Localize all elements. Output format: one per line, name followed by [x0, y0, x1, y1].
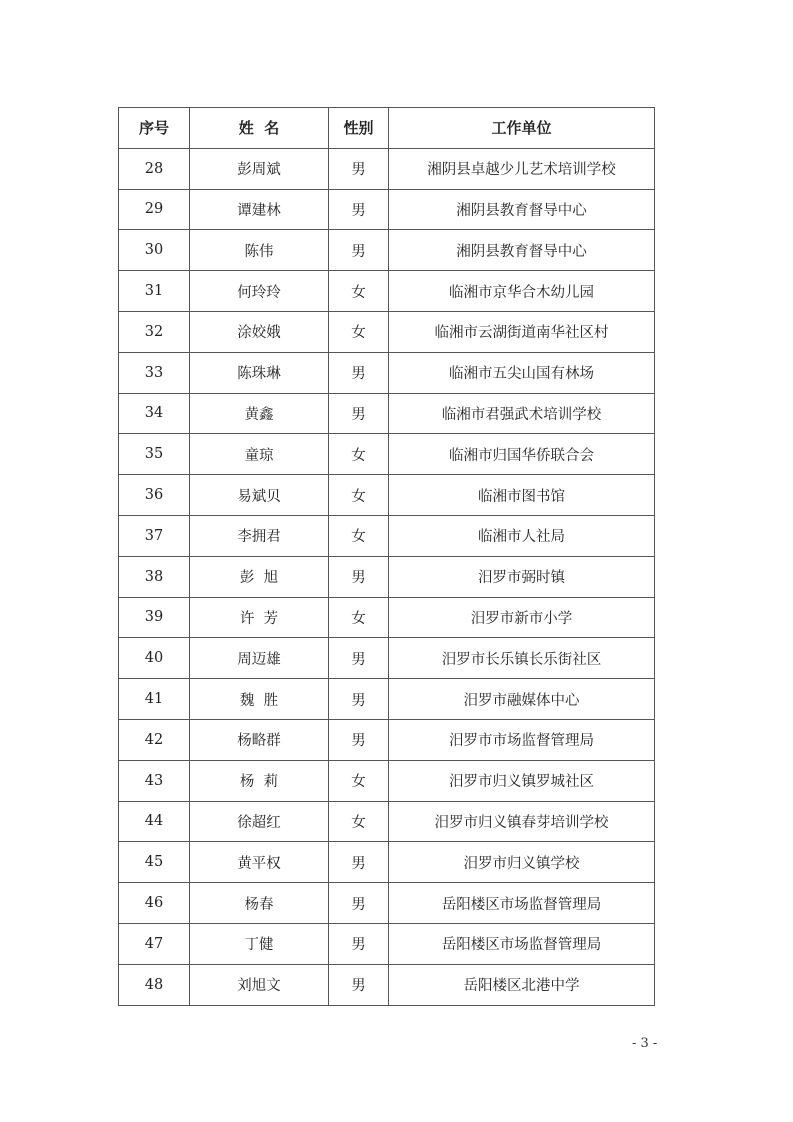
- table-row: [119, 311, 655, 352]
- cell-name: 易斌贝: [190, 475, 329, 516]
- cell-no: 29: [119, 189, 190, 230]
- table-row: [119, 638, 655, 679]
- cell-name: 许 芳: [190, 597, 329, 638]
- cell-no: 44: [119, 801, 190, 842]
- cell-name: 童琼: [190, 434, 329, 475]
- cell-name: 彭周斌: [190, 148, 329, 189]
- cell-name: 陈伟: [190, 230, 329, 271]
- cell-no: 48: [119, 964, 190, 1005]
- table-row: [119, 883, 655, 924]
- table-row: [119, 393, 655, 434]
- cell-no: 45: [119, 842, 190, 883]
- cell-no: 35: [119, 434, 190, 475]
- cell-no: 38: [119, 556, 190, 597]
- cell-gender: 男: [329, 842, 389, 883]
- cell-name: 周迈雄: [190, 638, 329, 679]
- cell-unit: 临湘市君强武术培训学校: [389, 393, 655, 434]
- cell-unit: 临湘市京华合木幼儿园: [389, 271, 655, 312]
- header-no: 序号: [119, 108, 190, 149]
- cell-no: 42: [119, 719, 190, 760]
- cell-gender: 男: [329, 719, 389, 760]
- cell-no: 28: [119, 148, 190, 189]
- table-row: [119, 760, 655, 801]
- table-row: [119, 923, 655, 964]
- table-row: [119, 352, 655, 393]
- table-row: [119, 597, 655, 638]
- cell-name: 魏 胜: [190, 679, 329, 720]
- cell-gender: 男: [329, 883, 389, 924]
- table-row: [119, 801, 655, 842]
- cell-unit: 汨罗市市场监督管理局: [389, 719, 655, 760]
- cell-unit: 临湘市五尖山国有林场: [389, 352, 655, 393]
- cell-gender: 女: [329, 434, 389, 475]
- cell-unit: 岳阳楼区市场监督管理局: [389, 883, 655, 924]
- cell-no: 46: [119, 883, 190, 924]
- table-row: [119, 842, 655, 883]
- cell-gender: 女: [329, 271, 389, 312]
- cell-unit: 湘阴县卓越少儿艺术培训学校: [389, 148, 655, 189]
- cell-gender: 男: [329, 352, 389, 393]
- cell-unit: 汨罗市长乐镇长乐街社区: [389, 638, 655, 679]
- cell-name: 谭建林: [190, 189, 329, 230]
- cell-no: 34: [119, 393, 190, 434]
- cell-no: 39: [119, 597, 190, 638]
- cell-no: 37: [119, 515, 190, 556]
- cell-no: 36: [119, 475, 190, 516]
- cell-gender: 男: [329, 230, 389, 271]
- cell-unit: 临湘市归国华侨联合会: [389, 434, 655, 475]
- cell-no: 43: [119, 760, 190, 801]
- cell-name: 刘旭文: [190, 964, 329, 1005]
- cell-name: 涂姣娥: [190, 311, 329, 352]
- table-row: [119, 475, 655, 516]
- header-name: 姓 名: [190, 108, 329, 149]
- table-row: [119, 964, 655, 1005]
- table-row: [119, 189, 655, 230]
- cell-unit: 汨罗市新市小学: [389, 597, 655, 638]
- cell-unit: 汨罗市弼时镇: [389, 556, 655, 597]
- table-row: [119, 271, 655, 312]
- cell-name: 黄鑫: [190, 393, 329, 434]
- cell-no: 32: [119, 311, 190, 352]
- cell-name: 陈珠琳: [190, 352, 329, 393]
- cell-unit: 湘阴县教育督导中心: [389, 230, 655, 271]
- cell-no: 40: [119, 638, 190, 679]
- cell-gender: 男: [329, 148, 389, 189]
- page-number: - 3 -: [632, 1036, 658, 1051]
- cell-name: 杨略群: [190, 719, 329, 760]
- cell-no: 31: [119, 271, 190, 312]
- cell-name: 丁健: [190, 923, 329, 964]
- personnel-table: [118, 107, 655, 1006]
- cell-name: 徐超红: [190, 801, 329, 842]
- cell-gender: 男: [329, 679, 389, 720]
- table-row: [119, 556, 655, 597]
- cell-gender: 男: [329, 964, 389, 1005]
- cell-unit: 临湘市人社局: [389, 515, 655, 556]
- cell-unit: 临湘市图书馆: [389, 475, 655, 516]
- cell-unit: 湘阴县教育督导中心: [389, 189, 655, 230]
- cell-gender: 女: [329, 475, 389, 516]
- cell-unit: 汨罗市归义镇学校: [389, 842, 655, 883]
- table-row: [119, 434, 655, 475]
- cell-unit: 汨罗市归义镇罗城社区: [389, 760, 655, 801]
- cell-gender: 女: [329, 597, 389, 638]
- cell-gender: 男: [329, 189, 389, 230]
- cell-gender: 男: [329, 556, 389, 597]
- table-row: [119, 515, 655, 556]
- cell-gender: 男: [329, 393, 389, 434]
- header-unit: 工作单位: [389, 108, 655, 149]
- table-row: [119, 148, 655, 189]
- cell-no: 47: [119, 923, 190, 964]
- table-row: [119, 230, 655, 271]
- cell-unit: 汨罗市归义镇春芽培训学校: [389, 801, 655, 842]
- cell-name: 杨 莉: [190, 760, 329, 801]
- cell-gender: 男: [329, 638, 389, 679]
- cell-name: 李拥君: [190, 515, 329, 556]
- cell-name: 彭 旭: [190, 556, 329, 597]
- cell-gender: 女: [329, 515, 389, 556]
- table-header-row: [119, 108, 655, 149]
- cell-unit: 汨罗市融媒体中心: [389, 679, 655, 720]
- cell-gender: 女: [329, 801, 389, 842]
- cell-unit: 岳阳楼区北港中学: [389, 964, 655, 1005]
- table-row: [119, 719, 655, 760]
- cell-name: 杨春: [190, 883, 329, 924]
- header-gender: 性别: [329, 108, 389, 149]
- cell-no: 30: [119, 230, 190, 271]
- cell-gender: 女: [329, 311, 389, 352]
- cell-name: 黄平权: [190, 842, 329, 883]
- cell-no: 41: [119, 679, 190, 720]
- cell-gender: 女: [329, 760, 389, 801]
- cell-no: 33: [119, 352, 190, 393]
- cell-gender: 男: [329, 923, 389, 964]
- cell-unit: 临湘市云湖街道南华社区村: [389, 311, 655, 352]
- cell-unit: 岳阳楼区市场监督管理局: [389, 923, 655, 964]
- cell-name: 何玲玲: [190, 271, 329, 312]
- table-row: [119, 679, 655, 720]
